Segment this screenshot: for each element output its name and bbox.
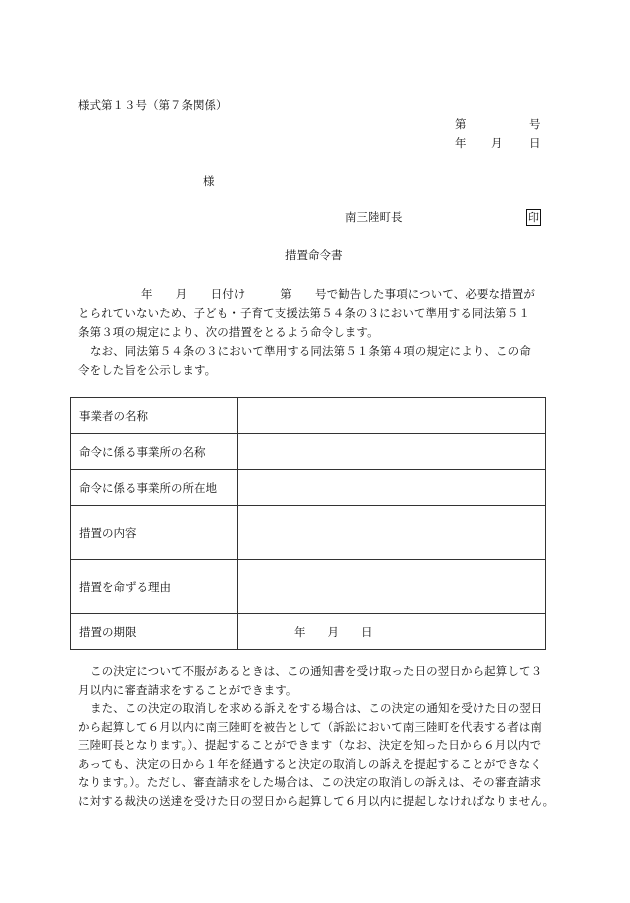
order-details-table <box>70 397 546 650</box>
appeal-notice <box>78 662 556 810</box>
business-name-field[interactable] <box>238 398 546 434</box>
row-label-measure-content: 措置の内容 <box>71 506 238 560</box>
table-row <box>71 506 546 560</box>
addressee-suffix: 様 <box>203 174 215 188</box>
measure-reason-field[interactable] <box>238 560 546 614</box>
table-row <box>71 434 546 470</box>
measure-content-field[interactable] <box>238 506 546 560</box>
body-line: 令をした旨を公示します。 <box>78 363 217 377</box>
body-text <box>78 285 556 380</box>
facility-address-field[interactable] <box>238 470 546 506</box>
body-line: なお、同法第５４条の３において準用する同法第５１条第４項の規定により、この命 <box>90 344 531 358</box>
deadline-year: 年 <box>294 624 306 639</box>
table-row <box>71 398 546 434</box>
row-label-facility-address: 命令に係る事業所の所在地 <box>71 470 238 506</box>
deadline-field[interactable] <box>238 614 546 650</box>
table-row <box>71 614 546 650</box>
form-number: 様式第１３号（第７条関係） <box>78 98 228 112</box>
body-line: とられていないため、子ども・子育て支援法第５４条の３において準用する同法第５１ <box>78 306 530 320</box>
facility-name-field[interactable] <box>238 434 546 470</box>
notice-line: あっても、決定の日から１年を経過すると決定の取消しの訴えを提起することができなく <box>78 756 542 771</box>
document-number-prefix: 第 <box>455 117 467 131</box>
notice-line: 三陸町長となります。）、提起することができます（なお、決定を知った日から６月以内で <box>78 738 542 752</box>
table-row <box>71 560 546 614</box>
deadline-month: 月 <box>327 624 339 639</box>
table-row <box>71 470 546 506</box>
date-month: 月 <box>491 136 503 150</box>
notice-line: に対する裁決の送達を受けた日の翌日から起算して６月以内に提起しなければなりません。 <box>78 793 555 808</box>
date-day: 日 <box>529 136 541 150</box>
notice-line: 月以内に審査請求をすることができます。 <box>78 682 298 697</box>
row-label-facility-name: 命令に係る事業所の名称 <box>71 434 238 470</box>
body-line: 年 月 日付け 第 号で勧告した事項について、必要な措置が <box>141 287 535 301</box>
row-label-business-name: 事業者の名称 <box>71 398 238 434</box>
row-label-measure-reason: 措置を命ずる理由 <box>71 560 238 614</box>
notice-line: また、この決定の取消しを求める訴えをする場合は、この決定の通知を受けた日の翌日 <box>90 701 543 715</box>
issuer-name: 南三陸町長 <box>345 210 403 224</box>
row-label-deadline: 措置の期限 <box>71 614 238 650</box>
date-year: 年 <box>455 136 467 150</box>
notice-line: から起算して６月以内に南三陸町を被告として（訴訟において南三陸町を代表する者は南 <box>78 719 542 734</box>
seal-mark: 印 <box>528 211 539 224</box>
document-title: 措置命令書 <box>285 248 343 262</box>
document-number-suffix: 号 <box>529 117 541 131</box>
deadline-day: 日 <box>361 624 373 639</box>
body-line: 条第３項の規定により、次の措置をとるよう命令します。 <box>78 325 379 339</box>
notice-line: なります。）。ただし、審査請求をした場合は、この決定の取消しの訴えは、その審査請求 <box>78 775 542 789</box>
notice-line: この決定について不服があるときは、この通知書を受け取った日の翌日から起算して３ <box>90 664 543 678</box>
